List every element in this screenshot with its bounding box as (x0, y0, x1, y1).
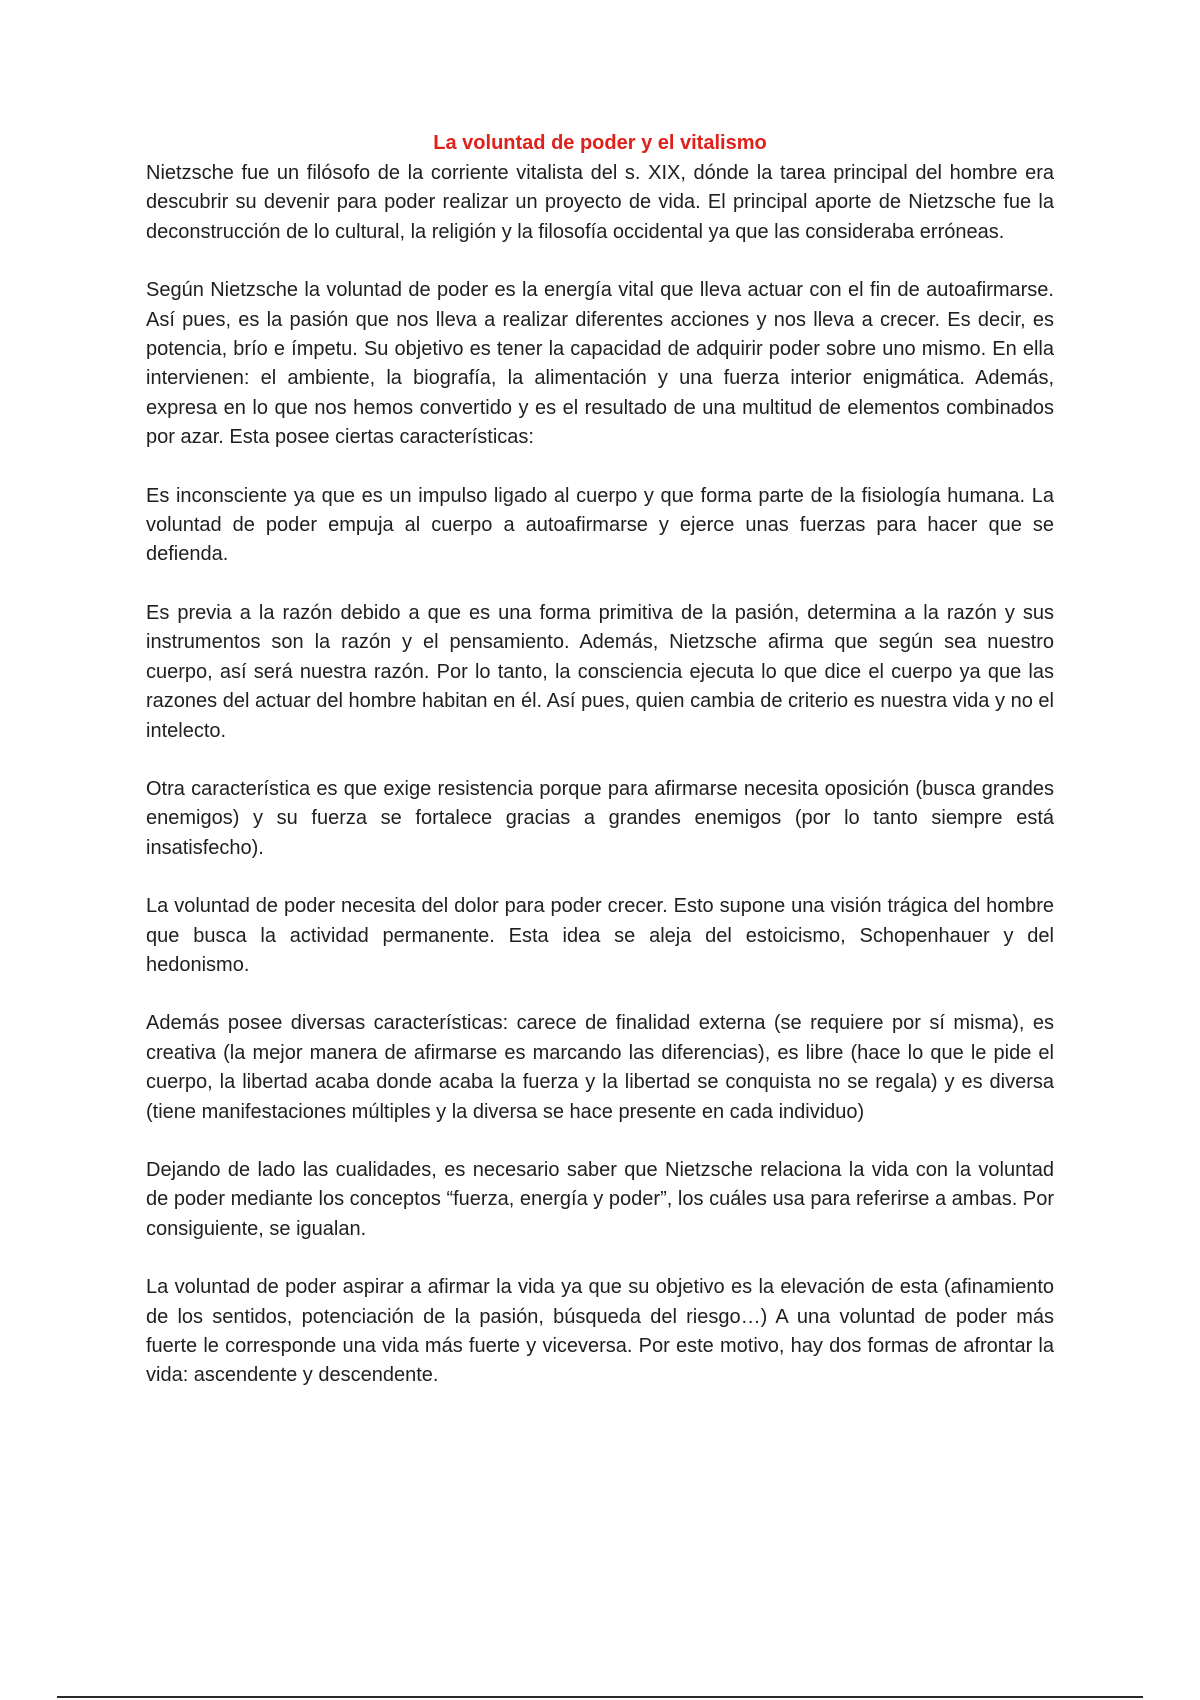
paragraph-prior-to-reason: Es previa a la razón debido a que es una forma primitiva de la pasión, determina a la razón y sus instrumentos son la razón y el pensamiento. Además, Nietzsche afirma que según sea nuestro cuerpo, así será nuestra razón. Por lo tanto, la consciencia ejecuta lo que dice el cuerpo ya que las razones del actuar del hombre habitan en él. Así pues, quien cambia de criterio es nuestra vida y no el intelecto. (146, 601, 1054, 742)
paragraph-resistance: Otra característica es que exige resistencia porque para afirmarse necesita oposición (busca grandes enemigos) y su fuerza se fortalece gracias a grandes enemigos (por lo tanto siempre está insatisfecho). (146, 777, 1054, 859)
paragraph-intro: Nietzsche fue un filósofo de la corriente vitalista del s. XIX, dónde la tarea principal del hombre era descubrir su devenir para poder realizar un proyecto de vida. El principal aporte de Nietzsche fue la deconstrucción de lo cultural, la religión y la filosofía occidental ya que las consideraba erróneas. (146, 162, 1054, 243)
paragraph-life-and-power: Dejando de lado las cualidades, es necesario saber que Nietzsche relaciona la vida con la voluntad de poder mediante los conceptos “fuerza, energía y poder”, los cuáles usa para referirse a ambas. Por consiguiente, se igualan. (146, 1158, 1054, 1240)
paragraph-unconscious: Es inconsciente ya que es un impulso ligado al cuerpo y que forma parte de la fisiología humana. La voluntad de poder empuja al cuerpo a autoafirmarse y ejerce unas fuerzas para hacer que se defienda. (146, 484, 1054, 566)
document-title: La voluntad de poder y el vitalismo (433, 132, 767, 154)
paragraph-characteristics: Además posee diversas características: carece de finalidad externa (se requiere por sí misma), es creativa (la mejor manera de afirmarse es marcando las diferencias), es libre (hace lo que le pide el cuerpo, la libertad acaba donde acaba la fuerza y la libertad se conquista no se regala) y es diversa (tiene manifestaciones múltiples y la diversa se hace presente en cada individuo) (146, 1012, 1054, 1123)
paragraph-pain: La voluntad de poder necesita del dolor para poder crecer. Esto supone una visión trágica del hombre que busca la actividad permanente. Esta idea se aleja del estoicismo, Schopenhauer y del hedonismo. (146, 895, 1054, 976)
footer-divider (57, 1696, 1143, 1698)
paragraph-definition: Según Nietzsche la voluntad de poder es la energía vital que lleva actuar con el fin de autoafirmarse. Así pues, es la pasión que nos lleva a realizar diferentes acciones y nos lleva a crecer. Es decir, es potencia, brío e ímpetu. Su objetivo es tener la capacidad de adquirir poder sobre uno mismo. En ella intervienen: el ambiente, la biografía, la alimentación y una fuerza interior enigmática. Además, expresa en lo que nos hemos convertido y es el resultado de una multitud de elementos combinados por azar. Esta posee ciertas características: (146, 279, 1054, 449)
paragraph-affirm-life: La voluntad de poder aspirar a afirmar la vida ya que su objetivo es la elevación de esta (afinamiento de los sentidos, potenciación de la pasión, búsqueda del riesgo…) A una voluntad de poder más fuerte le corresponde una vida más fuerte y viceversa. Por este motivo, hay dos formas de afrontar la vida: ascendente y descendente. (146, 1276, 1054, 1387)
document-page (146, 128, 1054, 1391)
